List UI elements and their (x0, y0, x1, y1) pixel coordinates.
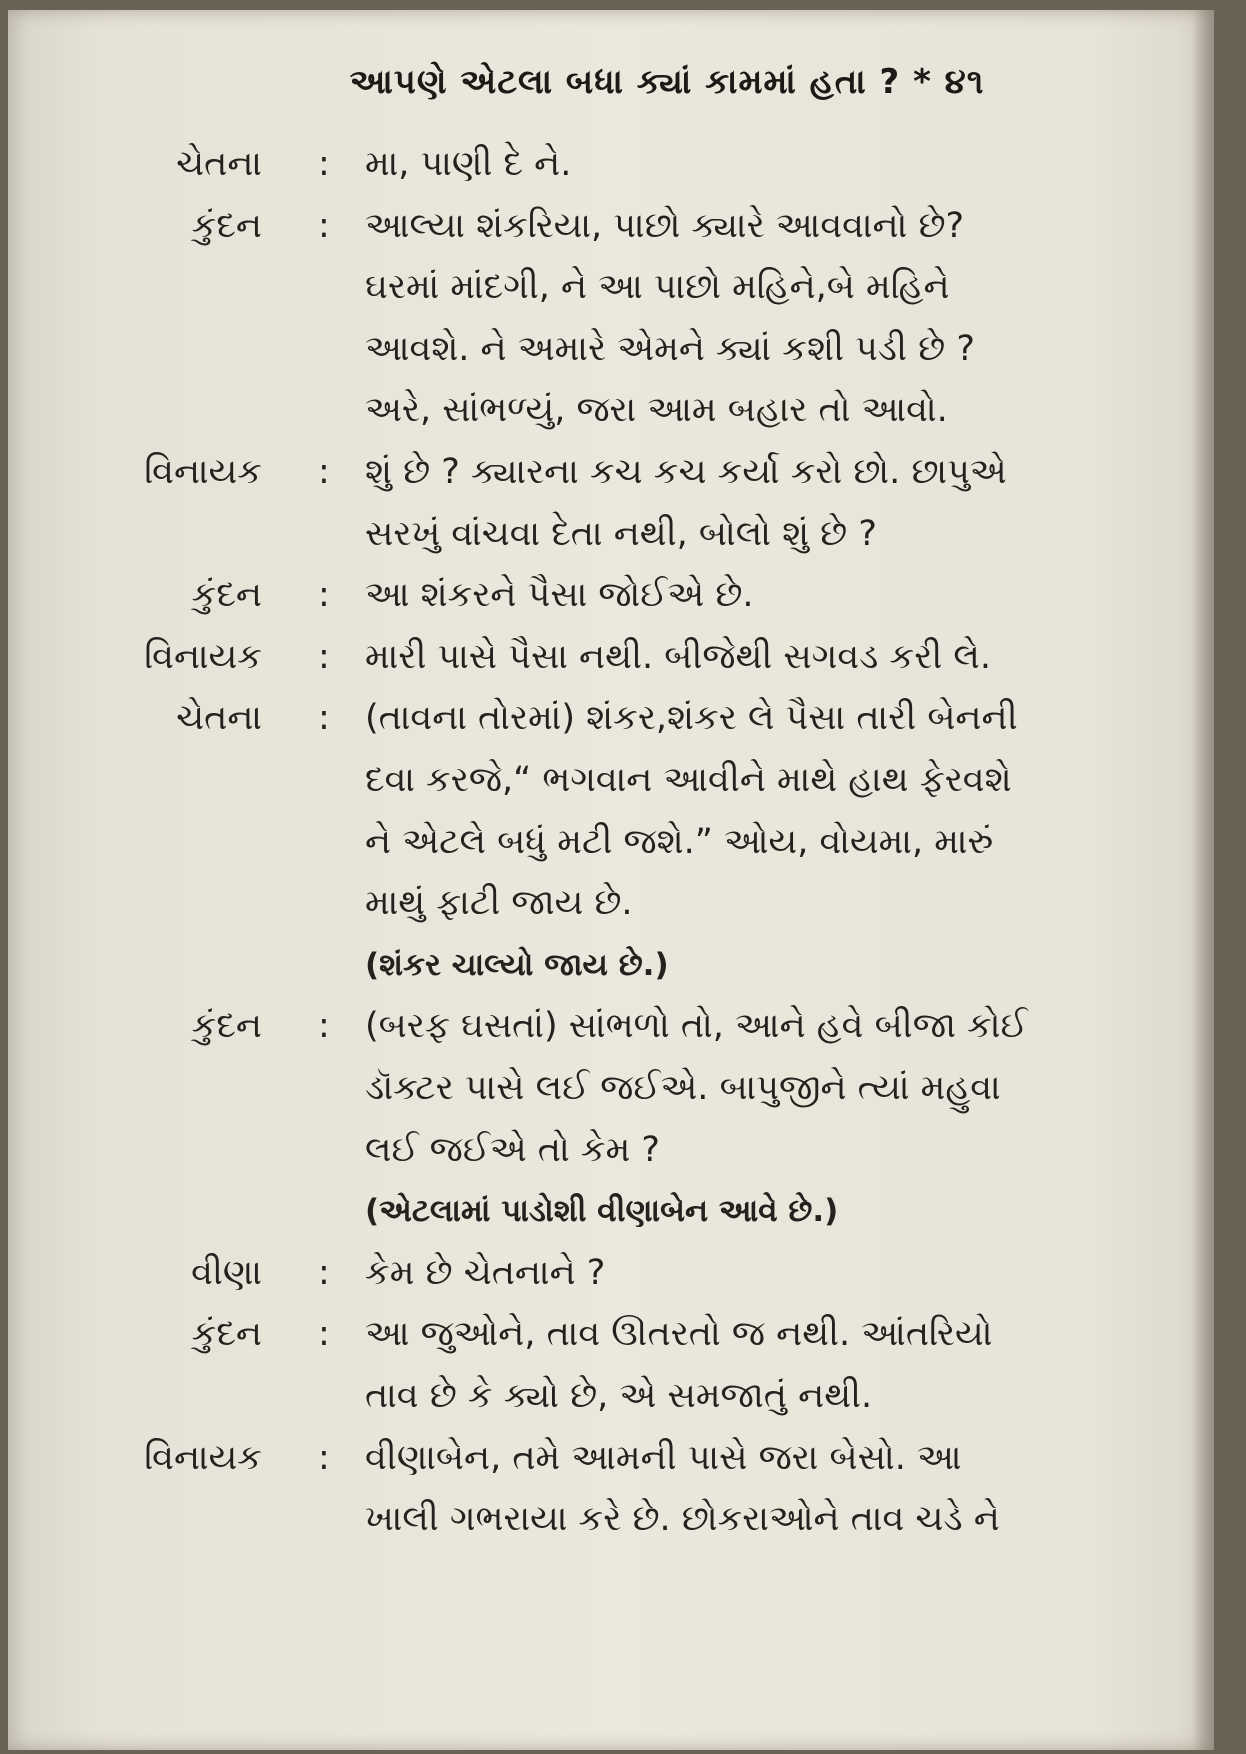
dialogue-line (8, 1120, 1214, 1180)
speaker-name: કુંદન (191, 206, 262, 246)
dialogue-text: ડૉક્ટર પાસે લઈ જઈએ. બાપુજીને ત્યાં મહુવા (365, 1068, 1001, 1108)
dialogue-text: સરખું વાંચવા દેતા નથી, બોલો શું છે ? (365, 514, 877, 554)
dialogue-text: દવા કરજે,“ ભગવાન આવીને માથે હાથ ફેરવશે (365, 760, 1012, 800)
dialogue-line (8, 935, 1214, 995)
dialogue-line (8, 134, 1214, 194)
dialogue-line (8, 1489, 1214, 1549)
dialogue-line (8, 812, 1214, 872)
dialogue-text: (તાવના તોરમાં) શંકર,શંકર લે પૈસા તારી બેનની (365, 698, 1018, 738)
dialogue-text: મારી પાસે પૈસા નથી. બીજેથી સગવડ કરી લે. (365, 637, 992, 677)
dialogue-text: શું છે ? ક્યારના કચ કચ કર્યા કરો છો. છાપુએ (365, 452, 1007, 492)
dialogue-text: આ જુઓને, તાવ ઊતરતો જ નથી. આંતરિયો (365, 1314, 993, 1354)
dialogue-line (8, 1428, 1214, 1488)
dialogue-line (8, 1366, 1214, 1426)
dialogue-text: આ શંકરને પૈસા જોઈએ છે. (365, 575, 754, 615)
speaker-colon: : (318, 1006, 330, 1046)
dialogue-line (8, 565, 1214, 625)
dialogue-text: અરે, સાંભળ્યું, જરા આમ બહાર તો આવો. (365, 390, 948, 430)
dialogue-line (8, 257, 1214, 317)
dialogue-line (8, 1181, 1214, 1241)
dialogue-line (8, 1243, 1214, 1303)
dialogue-text: માથું ફાટી જાય છે. (365, 883, 633, 923)
stage-direction: (એટલામાં પાડોશી વીણાબેન આવે છે.) (365, 1193, 839, 1229)
dialogue-text: ને એટલે બધું મટી જશે.” ઓય, વોયમા, મારું (365, 822, 994, 862)
speaker-colon: : (318, 144, 330, 184)
book-page (8, 10, 1214, 1750)
dialogue-line (8, 996, 1214, 1056)
running-header (8, 62, 1214, 102)
stage-direction: (શંકર ચાલ્યો જાય છે.) (365, 947, 669, 983)
speaker-colon: : (318, 637, 330, 677)
speaker-name: વીણા (191, 1253, 262, 1293)
speaker-name: ચેતના (176, 144, 262, 184)
speaker-name: વિનાયક (144, 637, 262, 677)
dialogue-text: તાવ છે કે ક્યો છે, એ સમજાતું નથી. (365, 1376, 873, 1416)
dialogue-line (8, 380, 1214, 440)
dialogue-line (8, 319, 1214, 379)
speaker-colon: : (318, 698, 330, 738)
dialogue-line (8, 688, 1214, 748)
speaker-colon: : (318, 1314, 330, 1354)
dialogue-line (8, 442, 1214, 502)
dialogue-text: કેમ છે ચેતનાને ? (365, 1253, 606, 1293)
dialogue-line (8, 1304, 1214, 1364)
dialogue-text: (બરફ ઘસતાં) સાંભળો તો, આને હવે બીજા કોઈ (365, 1006, 1028, 1046)
speaker-name: કુંદન (191, 1314, 262, 1354)
dialogue-line (8, 627, 1214, 687)
speaker-name: ચેતના (176, 698, 262, 738)
dialogue-text: આલ્યા શંકરિયા, પાછો ક્યારે આવવાનો છે? (365, 206, 965, 246)
dialogue-text: લઈ જઈએ તો કેમ ? (365, 1130, 660, 1170)
speaker-name: વિનાયક (144, 452, 262, 492)
speaker-colon: : (318, 1253, 330, 1293)
dialogue-line (8, 750, 1214, 810)
dialogue-text: મા, પાણી દે ને. (365, 144, 572, 184)
dialogue-line (8, 196, 1214, 256)
dialogue-text: આવશે. ને અમારે એમને ક્યાં કશી પડી છે ? (365, 329, 975, 369)
speaker-name: વિનાયક (144, 1438, 262, 1478)
speaker-name: કુંદન (191, 1006, 262, 1046)
speaker-colon: : (318, 1438, 330, 1478)
running-header-text: આપણે એટલા બધા ક્યાં કામમાં હતા ? * ૪૧ (349, 62, 985, 102)
speaker-name: કુંદન (191, 575, 262, 615)
dialogue-text: ખાલી ગભરાયા કરે છે. છોકરાઓને તાવ ચડે ને (365, 1499, 1000, 1539)
speaker-colon: : (318, 452, 330, 492)
dialogue-line (8, 1058, 1214, 1118)
dialogue-text: ઘરમાં માંદગી, ને આ પાછો મહિને,બે મહિને (365, 267, 950, 307)
dialogue-line (8, 504, 1214, 564)
speaker-colon: : (318, 206, 330, 246)
speaker-colon: : (318, 575, 330, 615)
dialogue-line (8, 873, 1214, 933)
dialogue-text: વીણાબેન, તમે આમની પાસે જરા બેસો. આ (365, 1438, 962, 1478)
